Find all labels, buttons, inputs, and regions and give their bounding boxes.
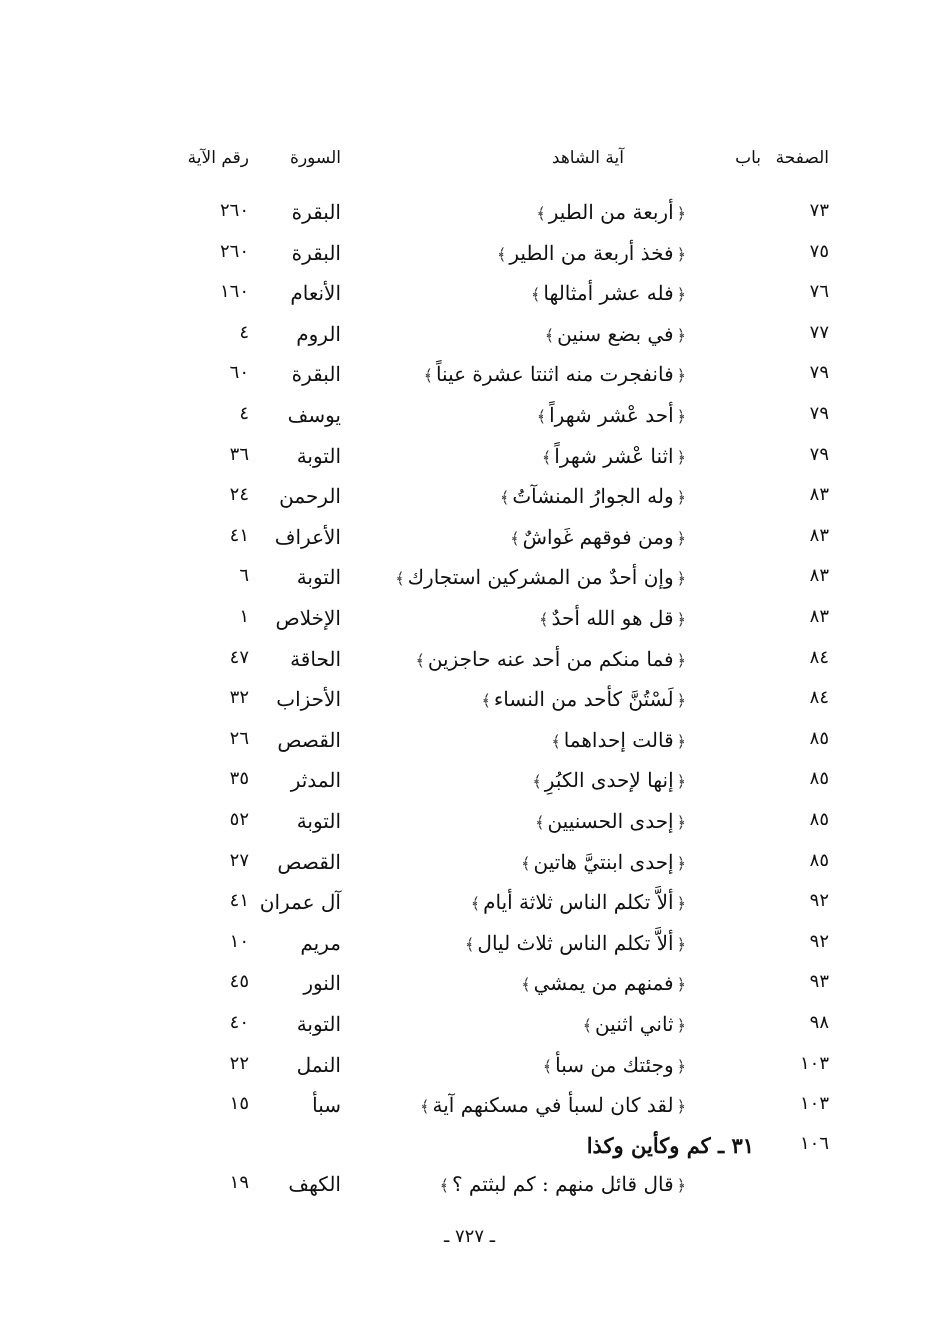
surah-name: مريم — [300, 930, 341, 955]
verse-words: إحدى الحسنيين — [547, 809, 674, 833]
verse-words: فمنهم من يمشي — [533, 971, 674, 996]
verse-words: فانفجرت منه اثنتا عشرة عيناً — [435, 362, 674, 387]
open-bracket: ﴿ — [676, 488, 686, 508]
table-row — [0, 971, 939, 1011]
surah-name: المدثر — [290, 768, 341, 793]
table-row — [0, 728, 939, 768]
table-row — [0, 890, 939, 930]
surah-name: سبأ — [312, 1093, 341, 1118]
page-ref: ٧٧ — [809, 321, 829, 343]
verse-number: ١ — [239, 606, 249, 627]
verse-words: اثنا عْشر شهراً — [554, 443, 674, 468]
verse-words: لَسْتُنَّ كأحد من النساء — [493, 687, 674, 712]
verse-words: ومن فوقهم غَواشٌ — [522, 524, 674, 549]
open-bracket: ﴿ — [676, 813, 686, 832]
page-ref: ٩٢ — [809, 890, 829, 912]
close-bracket: ﴾ — [395, 569, 405, 589]
surah-name: آل عمران — [259, 890, 341, 915]
table-row — [0, 850, 939, 890]
surah-name: الأنعام — [290, 281, 341, 306]
verse-words: ألاَّ تكلم الناس ثلاث ليال — [477, 930, 674, 955]
page-ref: ١٠٣ — [799, 1052, 829, 1074]
open-bracket: ﴿ — [676, 853, 686, 873]
header-verse: آية الشاهد — [551, 148, 624, 168]
surah-name: التوبة — [296, 1012, 341, 1036]
verse-number: ٦٠ — [229, 362, 249, 384]
close-bracket: ﴾ — [439, 1176, 449, 1195]
verse-words: وله الجوارُ المنشآتُ — [512, 484, 674, 509]
surah-name: البقرة — [291, 200, 341, 224]
verse-number: ٣٥ — [229, 768, 249, 790]
page-ref: ١٠٣ — [799, 1093, 829, 1115]
surah-name: الأعراف — [274, 524, 341, 549]
page-ref: ٨٣ — [809, 484, 829, 506]
close-bracket: ﴾ — [532, 772, 542, 792]
surah-name: التوبة — [296, 565, 341, 590]
open-bracket: ﴿ — [676, 1016, 686, 1035]
open-bracket: ﴿ — [676, 325, 686, 345]
open-bracket: ﴿ — [676, 204, 686, 223]
surah-name: البقرة — [291, 362, 341, 387]
verse-number: ٤١ — [229, 890, 249, 912]
table-row — [0, 768, 939, 808]
open-bracket: ﴿ — [676, 894, 686, 914]
close-bracket: ﴾ — [420, 1097, 430, 1117]
open-bracket: ﴿ — [676, 1056, 686, 1076]
page-ref: ٧٩ — [809, 362, 829, 384]
table-row — [0, 809, 939, 849]
surah-name: الرحمن — [279, 484, 341, 509]
verse-words: أربعة من الطير — [548, 200, 674, 224]
open-bracket: ﴿ — [676, 366, 686, 386]
table-header — [0, 148, 939, 188]
open-bracket: ﴿ — [676, 731, 686, 751]
surah-name: الروم — [296, 321, 341, 346]
verse-words: إنها لإحدى الكبُرِ — [544, 768, 674, 793]
verse-words: وجئتك من سبأ — [555, 1052, 674, 1077]
verse-number: ٦ — [239, 565, 249, 587]
page-ref: ٧٩ — [809, 403, 829, 424]
page-ref: ٨٥ — [809, 768, 829, 790]
page-ref: ٩٢ — [809, 930, 829, 952]
close-bracket: ﴾ — [541, 447, 552, 467]
verse-words: قالت إحداهما — [563, 727, 674, 752]
open-bracket: ﴿ — [676, 528, 686, 548]
close-bracket: ﴾ — [521, 853, 531, 873]
verse-words: وإن أحدٌ من المشركين استجارك — [407, 565, 674, 590]
verse-number: ٤٧ — [229, 646, 249, 668]
page-number: ـ ٧٢٧ ـ — [443, 1226, 495, 1247]
close-bracket: ﴾ — [536, 204, 546, 223]
page-ref: ٨٤ — [809, 687, 829, 709]
page-ref: ٨٤ — [809, 646, 829, 668]
table-row — [0, 525, 939, 565]
close-bracket: ﴾ — [544, 325, 555, 345]
verse-number: ٢٤ — [229, 484, 249, 506]
close-bracket: ﴾ — [536, 407, 547, 426]
table-row — [0, 241, 939, 281]
open-bracket: ﴿ — [676, 569, 686, 589]
table-row — [0, 362, 939, 402]
open-bracket: ﴿ — [676, 447, 686, 467]
verse-words: قل هو الله أحدٌ — [551, 606, 674, 630]
surah-name: الإخلاص — [275, 606, 341, 630]
table-row — [0, 647, 939, 687]
surah-name: النور — [303, 971, 341, 996]
open-bracket: ﴿ — [676, 407, 686, 426]
table-row — [0, 1012, 939, 1052]
verse-words: فما منكم من أحد عنه حاجزين — [427, 646, 674, 671]
surah-name: القصص — [277, 849, 341, 874]
section-heading — [0, 1133, 939, 1173]
close-bracket: ﴾ — [542, 1056, 553, 1076]
page-ref: ٩٣ — [809, 971, 829, 993]
verse-words: إحدى ابنتيَّ هاتين — [533, 849, 674, 874]
verse-number: ٤١ — [229, 524, 249, 546]
surah-name: النمل — [296, 1052, 341, 1077]
section-page: ١٠٦ — [799, 1133, 829, 1154]
open-bracket: ﴿ — [676, 244, 686, 264]
verse-number: ١٦٠ — [219, 281, 249, 303]
table-row — [0, 606, 939, 646]
page-ref: ٨٣ — [809, 606, 829, 627]
verse-words: في بضع سنين — [557, 321, 674, 346]
open-bracket: ﴿ — [676, 975, 686, 995]
header-surah: السورة — [290, 148, 341, 168]
surah-name: الأحزاب — [276, 687, 341, 712]
verse-number: ٤ — [239, 321, 249, 343]
table-row — [0, 1172, 939, 1212]
close-bracket: ﴾ — [539, 610, 549, 629]
section-title: ٣١ ـ كم وكأين وكذا — [586, 1133, 754, 1158]
verse-words: فخذ أربعة من الطير — [509, 240, 674, 265]
verse-number: ٤٥ — [229, 971, 249, 993]
verse-words: لقد كان لسبأ في مسكنهم آية — [432, 1093, 674, 1118]
table-row — [0, 322, 939, 362]
page-ref: ٨٥ — [809, 727, 829, 749]
header-verse-number: رقم الآية — [187, 148, 249, 168]
verse-number: ٣٢ — [229, 687, 249, 709]
surah-name: يوسف — [287, 403, 341, 427]
table-row — [0, 565, 939, 605]
verse-number: ١٥ — [229, 1093, 249, 1115]
page-ref: ٨٥ — [809, 849, 829, 871]
verse-number: ٢٧ — [229, 849, 249, 871]
page-ref: ٧٩ — [809, 443, 829, 465]
close-bracket: ﴾ — [499, 488, 510, 508]
surah-name: القصص — [277, 727, 341, 752]
verse-number: ٢٢ — [229, 1052, 249, 1074]
open-bracket: ﴿ — [676, 650, 686, 670]
verse-words: فله عشر أمثالها — [543, 281, 674, 306]
page-ref: ٧٦ — [809, 281, 829, 303]
verse-number: ٤ — [239, 403, 249, 424]
close-bracket: ﴾ — [470, 894, 481, 914]
close-bracket: ﴾ — [535, 813, 545, 832]
open-bracket: ﴿ — [676, 285, 686, 305]
surah-name: البقرة — [291, 240, 341, 265]
close-bracket: ﴾ — [531, 285, 541, 305]
page-ref: ٧٥ — [809, 240, 829, 262]
table-row — [0, 687, 939, 727]
header-page: الصفحة — [775, 148, 829, 168]
table-row — [0, 200, 939, 240]
verse-number: ٢٦ — [229, 727, 249, 749]
close-bracket: ﴾ — [510, 528, 520, 548]
verse-number: ١٠ — [229, 930, 249, 952]
close-bracket: ﴾ — [465, 934, 475, 954]
table-row — [0, 444, 939, 484]
close-bracket: ﴾ — [582, 1016, 592, 1035]
close-bracket: ﴾ — [415, 650, 425, 670]
verse-words: ألاَّ تكلم الناس ثلاثة أيام — [483, 890, 674, 915]
verse-number: ٢٦٠ — [219, 240, 249, 262]
table-row — [0, 1093, 939, 1133]
open-bracket: ﴿ — [676, 772, 686, 792]
close-bracket: ﴾ — [521, 975, 531, 995]
open-bracket: ﴿ — [676, 610, 686, 629]
page-ref: ٩٨ — [809, 1012, 829, 1033]
surah-name: الكهف — [288, 1172, 341, 1196]
table-row — [0, 281, 939, 321]
surah-name: التوبة — [296, 443, 341, 468]
page-ref: ٧٣ — [809, 200, 829, 221]
open-bracket: ﴿ — [676, 1176, 686, 1195]
close-bracket: ﴾ — [551, 731, 561, 751]
table-row — [0, 403, 939, 443]
surah-name: التوبة — [296, 809, 341, 833]
page-ref: ٨٥ — [809, 809, 829, 830]
open-bracket: ﴿ — [676, 691, 686, 711]
open-bracket: ﴿ — [676, 934, 686, 954]
verse-words: أحد عْشر شهراً — [549, 403, 674, 427]
table-row — [0, 931, 939, 971]
surah-name: الحاقة — [290, 646, 341, 671]
verse-words: ثاني اثنين — [594, 1012, 674, 1036]
table-row — [0, 1053, 939, 1093]
verse-number: ٤٠ — [229, 1012, 249, 1033]
close-bracket: ﴾ — [481, 691, 491, 711]
open-bracket: ﴿ — [676, 1097, 686, 1117]
header-chapter: باب — [735, 148, 761, 168]
page-ref: ٨٣ — [809, 565, 829, 587]
verse-number: ٢٦٠ — [219, 200, 249, 221]
verse-number: ٥٢ — [229, 809, 249, 830]
verse-words: قال قائل منهم : كم لبثتم ؟ — [451, 1172, 674, 1196]
page-ref: ٨٣ — [809, 524, 829, 546]
verse-number: ١٩ — [229, 1172, 249, 1193]
verse-number: ٣٦ — [229, 443, 249, 465]
close-bracket: ﴾ — [496, 244, 507, 264]
table-row — [0, 484, 939, 524]
close-bracket: ﴾ — [423, 366, 433, 386]
